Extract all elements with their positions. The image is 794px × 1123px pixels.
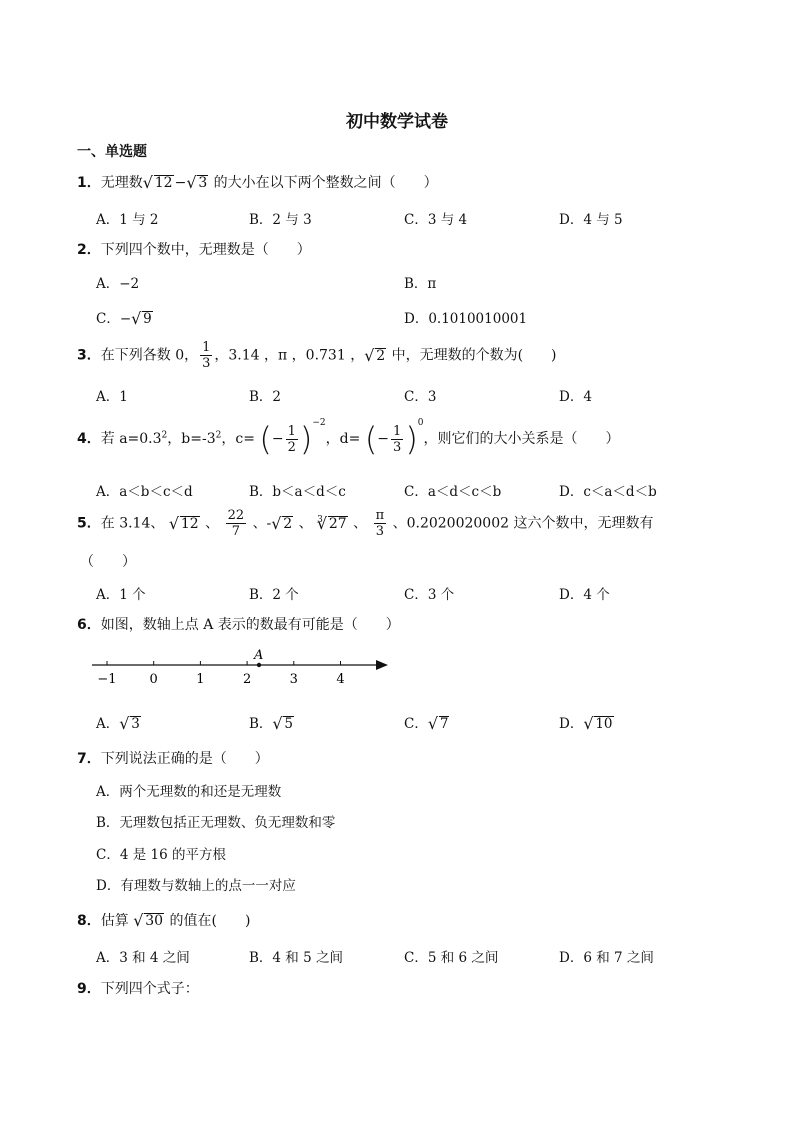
option-a: A．−2 [96,276,140,292]
option-a: A．1 个 [96,587,146,603]
question-text: 下列四个数中，无理数是（ ） [100,242,311,258]
question-6 [77,614,400,634]
question-text: 如图，数轴上点 A 表示的数最有可能是（ ） [100,617,400,633]
option-d: D．4 与 5 [559,212,623,228]
option-c: C．3 [404,389,437,405]
section-heading: 一、单选题 [77,144,147,160]
question-text: 下列说法正确的是（ ） [100,751,269,767]
option-b: B．2 个 [249,587,299,603]
option-a: A．1 与 2 [96,212,159,228]
minus-sign: − [174,175,187,191]
option-a: A．√ 3 [96,712,142,732]
question-text: 下列四个式子： [100,981,199,997]
question-text: 无理数 [100,175,143,191]
question-number: 2． [77,242,101,258]
question-4: 4．若 $a=0.3^2$，$b=-3^2$，c= (− $\frac{1}{2}$ )$^{-2}$，d= (− $\frac{1}{3}$ )$^0$，则它们的大小关系是（ ） [77,418,620,458]
question-1 [77,172,438,192]
sqrt-expression: √ 30 [134,913,164,929]
fraction: $\frac{\pi}{3}$ [375,508,385,539]
option-d: D．6 和 7 之间 [559,950,654,966]
page-title: 初中数学试卷 [346,112,448,132]
arrow-head [376,660,388,670]
axis-tick-label: −1 [97,672,117,687]
option-a: A．1 [96,389,128,405]
question-text: 中，无理数的个数为( ) [387,347,557,364]
question-9 [77,978,199,998]
option-d: D．有理数与数轴上的点一一对应 [96,878,296,894]
option-d: D．c＜a＜d＜b [559,484,657,500]
option-c: C．−√ 9 [96,307,154,327]
question-text: 在下列各数 0， [100,347,199,364]
option-d: D．√ 10 [559,712,615,732]
option-c: C．4 是 16 的平方根 [96,847,226,863]
axis-tick-label: 1 [196,672,205,687]
option-b: B．无理数包括正无理数、负无理数和零 [96,815,336,831]
point-a [257,663,261,667]
cube-root-expression: √ 27 [318,516,348,532]
axis-tick-label: 3 [289,672,298,687]
number-line-figure [88,645,398,690]
fraction: $\frac{1}{2}$ [287,423,296,455]
sqrt-expression: √ 3 [187,175,208,191]
sqrt-expression: √ 12 [170,516,200,532]
option-a: A．a＜b＜c＜d [96,484,193,500]
question-number: 4． [77,431,101,447]
axis-tick-label: 0 [149,672,158,687]
question-number: 1． [77,175,101,191]
option-b: B．b＜a＜d＜c [249,484,346,500]
option-c: C．3 个 [404,587,455,603]
option-b: B．√ 5 [249,712,295,732]
option-a: A．3 和 4 之间 [96,950,190,966]
question-text: ，3.14 ，π ，0.731 ， [214,347,365,364]
option-c: C．5 和 6 之间 [404,950,499,966]
question-8: 8．估算 √ 30 的值在( ) [77,910,250,930]
question-number: 5． [77,515,101,532]
option-d: D．4 [559,389,592,405]
option-c: C．√ 7 [404,712,450,732]
answer-blank: （ ） [80,554,136,570]
question-number: 3． [77,347,101,364]
axis-tick-label: 4 [336,672,345,687]
option-b: B．4 和 5 之间 [249,950,343,966]
question-text: 的大小在以下两个整数之间（ ） [209,175,438,191]
axis-tick-label: 2 [242,672,252,687]
fraction: $\frac{22}{7}$ [227,508,245,539]
option-b: B．2 与 3 [249,212,312,228]
option-b: B．2 [249,389,282,405]
sqrt-expression: √ 2 [272,516,293,532]
question-5: 5．在 3.14、 √ 12 、 $\frac{22}{7}$ 、-√ 2 、 $^3$√ 27 、 $\frac{\pi}{3}$ 、0.2020020002 这六个数中，无理数有 [77,508,653,539]
question-number: 6． [77,617,101,633]
sqrt-expression: √ 9 [132,311,153,327]
option-c: C．3 与 4 [404,212,468,228]
fraction: $\frac{1}{3}$ [202,340,211,371]
fraction: $\frac{1}{3}$ [393,423,402,455]
question-number: 7． [77,751,101,767]
option-d: D．4 个 [559,587,610,603]
option-a: A．两个无理数的和还是无理数 [96,784,282,800]
question-3 [77,340,557,371]
question-2 [77,239,311,259]
option-d: D．0.1010010001 [404,311,528,327]
option-b: B．π [404,276,437,292]
question-7 [77,748,269,768]
sqrt-expression: √ 2 [365,348,386,364]
sqrt-expression: √ 12 [144,175,174,191]
question-number: 9． [77,981,101,997]
option-c: C．a＜d＜c＜b [404,484,502,500]
question-number: 8． [77,913,101,929]
point-label: A [254,648,264,663]
